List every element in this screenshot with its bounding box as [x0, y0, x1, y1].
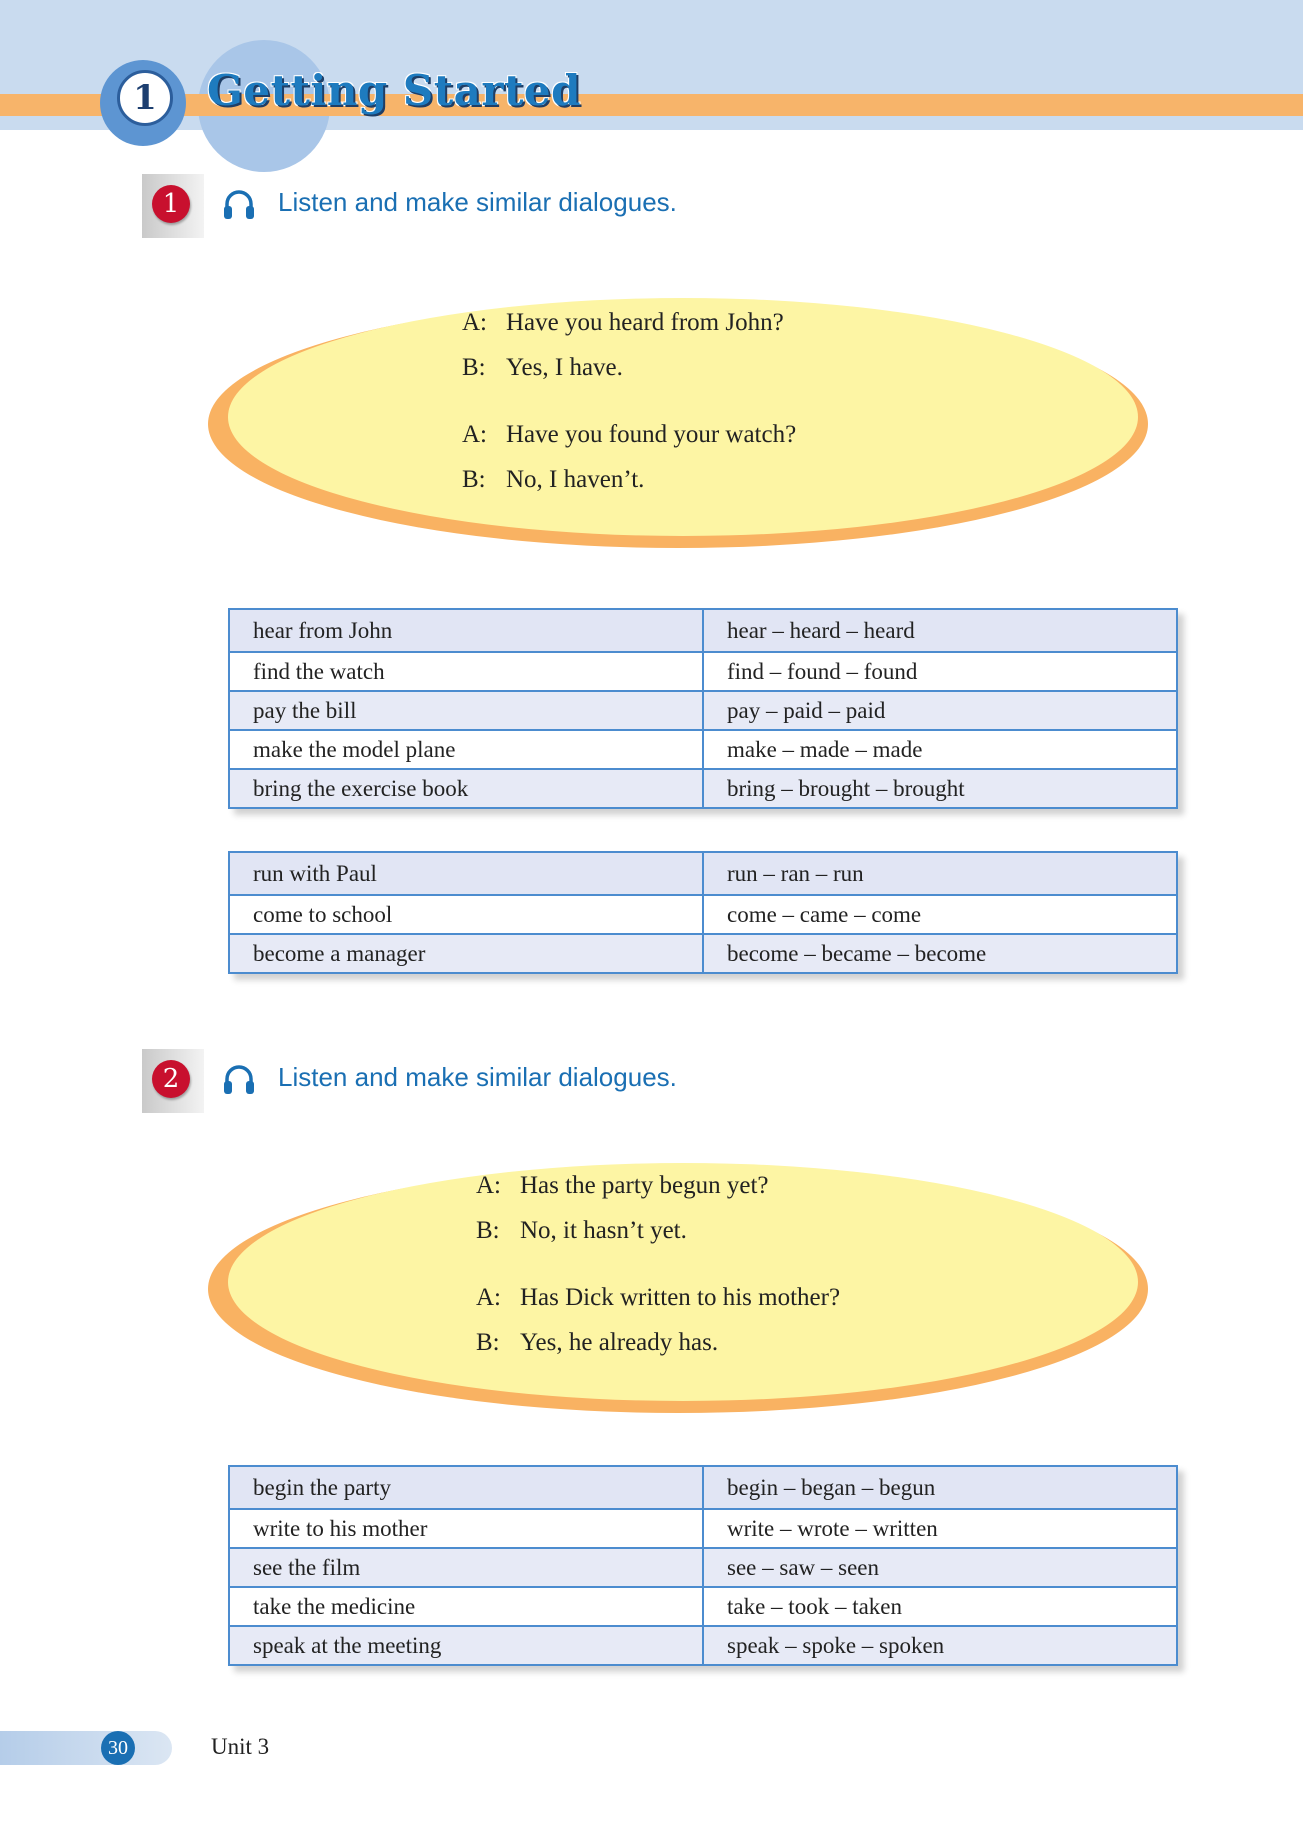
dialogue-speaker: B: — [462, 354, 486, 381]
dialogue-text: Yes, he already has. — [520, 1329, 719, 1356]
forms-cell: find – found – found — [703, 652, 1177, 691]
header-stripe — [0, 94, 1303, 116]
phrase-cell: speak at the meeting — [229, 1626, 703, 1665]
phrase-cell: run with Paul — [229, 852, 703, 895]
forms-cell: run – ran – run — [703, 852, 1177, 895]
dialogue-speaker: A: — [462, 309, 487, 336]
forms-cell: come – came – come — [703, 895, 1177, 934]
phrase-cell: bring the exercise book — [229, 769, 703, 808]
dialogue-line — [476, 1284, 840, 1312]
dialogue-speaker: A: — [476, 1284, 501, 1311]
dialogue-line — [462, 466, 644, 494]
dialogue-text: Has the party begun yet? — [520, 1172, 769, 1199]
dialogue-line — [462, 309, 784, 337]
dialogue-line — [462, 421, 796, 449]
table-row — [229, 730, 1177, 769]
table-row — [229, 769, 1177, 808]
dialogue-text: Have you heard from John? — [506, 309, 784, 336]
phrase-cell: see the film — [229, 1548, 703, 1587]
verb-table-1 — [228, 608, 1178, 809]
phrase-cell: write to his mother — [229, 1509, 703, 1548]
forms-cell: make – made – made — [703, 730, 1177, 769]
dialogue-text: Have you found your watch? — [506, 421, 797, 448]
table-row — [229, 691, 1177, 730]
phrase-cell: hear from John — [229, 609, 703, 652]
section-title: Getting Started — [207, 66, 581, 115]
dialogue-text: Yes, I have. — [506, 354, 623, 381]
phrase-cell: pay the bill — [229, 691, 703, 730]
phrase-cell: become a manager — [229, 934, 703, 973]
phrase-cell: find the watch — [229, 652, 703, 691]
dialogue-line — [476, 1329, 718, 1357]
dialogue-line — [462, 354, 623, 382]
dialogue-text: No, it hasn’t yet. — [520, 1217, 687, 1244]
headphones-icon[interactable] — [222, 1063, 256, 1097]
dialogue-text: No, I haven’t. — [506, 466, 645, 493]
task-1-number: 1 — [152, 185, 190, 223]
table-row — [229, 1587, 1177, 1626]
phrase-cell: make the model plane — [229, 730, 703, 769]
dialogue-speaker: B: — [462, 466, 486, 493]
table-row — [229, 1509, 1177, 1548]
forms-cell: bring – brought – brought — [703, 769, 1177, 808]
forms-cell: begin – began – begun — [703, 1466, 1177, 1509]
dialogue-speaker: B: — [476, 1217, 500, 1244]
forms-cell: speak – spoke – spoken — [703, 1626, 1177, 1665]
unit-label: Unit 3 — [211, 1734, 270, 1759]
table-row — [229, 895, 1177, 934]
headphones-icon[interactable] — [222, 188, 256, 222]
table-row — [229, 934, 1177, 973]
task-2-number: 2 — [152, 1060, 190, 1098]
forms-cell: see – saw – seen — [703, 1548, 1177, 1587]
phrase-cell: take the medicine — [229, 1587, 703, 1626]
dialogue-text: Has Dick written to his mother? — [520, 1284, 841, 1311]
verb-table-2 — [228, 851, 1178, 974]
dialogue-line — [476, 1172, 769, 1200]
dialogue-speaker: B: — [476, 1329, 500, 1356]
table-row — [229, 609, 1177, 652]
forms-cell: hear – heard – heard — [703, 609, 1177, 652]
task-1-instruction: Listen and make similar dialogues. — [278, 187, 677, 217]
forms-cell: take – took – taken — [703, 1587, 1177, 1626]
table-row — [229, 852, 1177, 895]
verb-table-3 — [228, 1465, 1178, 1666]
phrase-cell: begin the party — [229, 1466, 703, 1509]
table-row — [229, 1626, 1177, 1665]
table-row — [229, 1466, 1177, 1509]
dialogue-speaker: A: — [476, 1172, 501, 1199]
page-number: 30 — [101, 1731, 135, 1765]
section-number: 1 — [117, 70, 173, 126]
footer-bar — [0, 1731, 172, 1765]
forms-cell: become – became – become — [703, 934, 1177, 973]
forms-cell: pay – paid – paid — [703, 691, 1177, 730]
dialogue-line — [476, 1217, 687, 1245]
task-2-instruction: Listen and make similar dialogues. — [278, 1062, 677, 1092]
table-row — [229, 652, 1177, 691]
table-row — [229, 1548, 1177, 1587]
forms-cell: write – wrote – written — [703, 1509, 1177, 1548]
dialogue-speaker: A: — [462, 421, 487, 448]
phrase-cell: come to school — [229, 895, 703, 934]
